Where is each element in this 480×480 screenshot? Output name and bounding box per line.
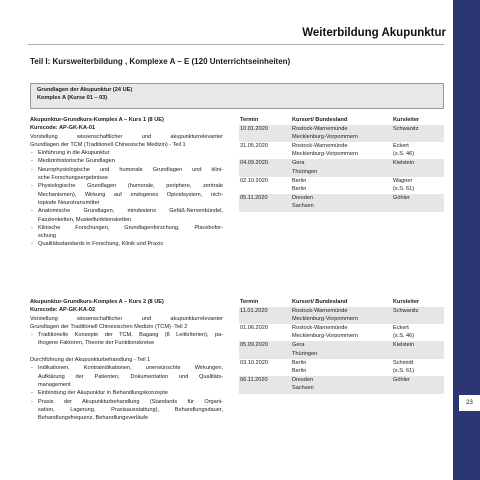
info-box-line1: Grundlagen der Akupunktur (24 UE) xyxy=(37,87,133,93)
list-item: - Physiologische Grundlagen (humorale, periphere, zentrale Mechanismen), Wirkung auf endogenes Opioidsystem, nich- topiode Neurotransmitter xyxy=(30,182,223,207)
list-item: - Einbindung der Akupunktur in Behandlungskonzepte xyxy=(30,389,223,397)
list-item: - Neurophysiologische und humorale Grundlagen und klini- sche Forschungsergebnisse xyxy=(30,166,223,183)
table-row: 10.01.2020 Rostock-Warnemünde Mecklenburg-Vorpommern Schwanitz xyxy=(239,125,444,142)
course-intro: Durchführung der Akupunkturbehandlung - Teil 1 xyxy=(30,357,151,364)
list-item: - Anatomische Grundlagen, mindestens Gefäß-Nervenbündel, Faszienketten, Muskelfunktionsketten xyxy=(30,207,223,224)
table-row: 03.10.2020 Berlin Berlin Schmidt (s.S. 61) xyxy=(240,359,415,375)
title-divider xyxy=(28,44,444,45)
table-row: 01.06.2020 Rostock-Warnemünde Mecklenburg-Vorpommern Eckert (s.S. 46) xyxy=(240,325,415,340)
list-item: - Klinische Forschungen, Grundlagenforschung, Placebofor- schung xyxy=(30,224,223,241)
table-row: 31.05.2020 Rostock-Warnemünde Mecklenburg-Vorpommern Eckert (s.S. 46) xyxy=(240,143,415,158)
list-item: - Traditionelle Konzepte der TCM, Bagang (8 Leitkriterien), pa- thogene Faktoren, Theorie der Funktionskreise xyxy=(30,331,223,348)
info-box-line2: Komplex A (Kurse 01 – 03) xyxy=(37,95,108,102)
list-item: - Qualitätsstandards in Forschung, Klinik und Praxis xyxy=(30,240,223,248)
course-code: Kurscode: AP-GK-KA-01 xyxy=(30,125,96,132)
course-title: Akupunktur-Grundkurs-Komplex A – Kurs 1 (8 UE) xyxy=(30,117,164,123)
table-header: Termin Kursort/ Bundesland Kursleiter xyxy=(240,117,420,123)
schedule-table xyxy=(239,116,444,212)
topic-list xyxy=(30,149,223,249)
topic-list xyxy=(30,331,223,348)
course-intro: Vorstellung wissenschaftlicher und akupunkturrelevanter xyxy=(30,133,223,140)
table-row: 02.10.2020 Berlin Berlin Wagner (s.S. 61) xyxy=(240,177,415,193)
table-row: 11.01.2020 Rostock-Warnemünde Mecklenburg-Vorpommern Schwanitz xyxy=(239,307,444,324)
course-intro: Vorstellung wissenschaftlicher und akupunkturrelevanter xyxy=(30,315,223,322)
course-code: Kurscode: AP-GK-KA-02 xyxy=(30,307,96,314)
table-row: 05.09.2020 Gera Thüringen Kielstein xyxy=(239,341,444,358)
course-intro: Grundlagen der TCM (Traditionell Chinesische Medizin) - Teil 1 xyxy=(30,141,186,148)
course-description xyxy=(30,298,223,422)
page-title: Weiterbildung Akupunktur xyxy=(302,27,446,39)
list-item: - Praxis der Akupunkturbehandlung (Standards für Organi- sation, Lagerung, Praxisausstattung), Behandlungsdauer, Behandlungsfrequenz, Behandlungsverläufe xyxy=(30,398,223,423)
table-header: Termin Kursort/ Bundesland Kursleiter xyxy=(240,299,420,305)
table-row: 04.09.2020 Gera Thüringen Kielstein xyxy=(239,159,444,176)
course-title: Akupunktur-Grundkurs-Komplex A – Kurs 2 (8 UE) xyxy=(30,299,164,305)
info-box xyxy=(30,83,444,109)
page-number: 23 xyxy=(459,395,480,411)
schedule-table xyxy=(239,298,444,394)
topic-list xyxy=(30,364,223,422)
list-item: - Medizinhistorische Grundlagen xyxy=(30,157,223,165)
list-item: - Einführung in die Akupunktur xyxy=(30,149,223,157)
part-title: Teil I: Kursweiterbildung , Komplexe A – E (120 Unterrichtseinheiten) xyxy=(30,57,291,66)
table-row: 06.11.2020 Dresden Sachsen Göhler xyxy=(239,376,444,393)
list-item: - Indikationen, Kontraindikationen, unerwünschte Wirkungen, Aufklärung der Patienten, Dokumentation und Qualitäts- management xyxy=(30,364,223,389)
course-description xyxy=(30,116,223,249)
course-intro: Grundlagen der Traditionell Chinesischen Medizin (TCM) -Teil 2 xyxy=(30,323,188,330)
table-row: 05.11.2020 Dresden Sachsen Göhler xyxy=(239,194,444,211)
